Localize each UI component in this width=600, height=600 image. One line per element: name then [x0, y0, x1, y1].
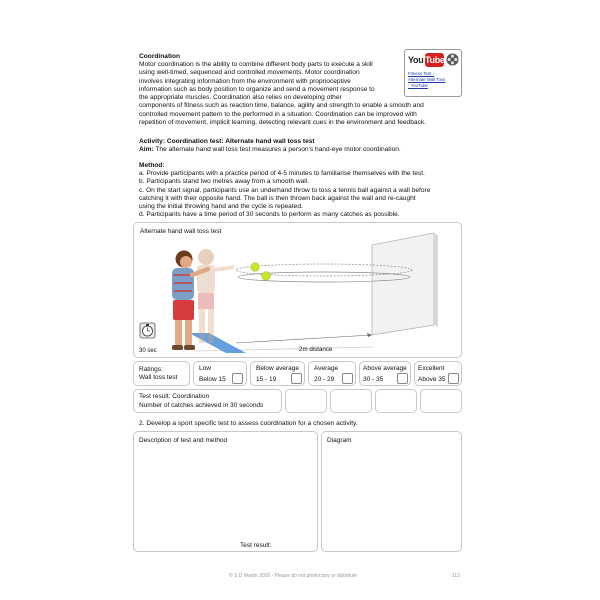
rating-name: Low — [199, 365, 211, 372]
rating-checkbox-above-average[interactable] — [397, 373, 408, 384]
illustration-caption: Alternate hand wall toss test — [140, 228, 222, 235]
youtube-logo: You Tube — [408, 55, 445, 65]
ratings-label-cell — [133, 361, 190, 386]
stopwatch-icon — [140, 323, 155, 338]
rating-checkbox-excellent[interactable] — [448, 373, 459, 384]
wall-edge — [434, 233, 438, 327]
method-list — [139, 170, 469, 220]
rating-name: Above average — [363, 365, 407, 372]
tennis-ball-1 — [251, 263, 260, 272]
youtube-link[interactable]: Fitness Test - Alternate Wall Toss - YouTube — [408, 71, 446, 88]
intro-line: using well-timed, sequenced and controlled movements. Motor coordination — [139, 69, 360, 77]
rating-name: Excellent — [418, 365, 445, 372]
rating-cell-low — [193, 361, 247, 386]
footer-copyright: © S D Martin 2026 - Please do not photocopy or distribute — [229, 573, 358, 579]
description-answer-box[interactable] — [133, 431, 318, 552]
child-figure-ghost — [197, 249, 234, 343]
ratings-label: Ratings: — [139, 366, 163, 373]
distance-arrowhead — [367, 333, 372, 337]
rating-checkbox-low[interactable] — [232, 373, 243, 384]
intro-line: repetition of movement, implicit learning, detecting relevant cues in the environment and feedback. — [139, 119, 426, 127]
wall-toss-illustration — [134, 223, 461, 357]
rating-range: 20 - 29 — [314, 376, 335, 383]
rating-name: Average — [314, 365, 339, 372]
test-result-title: Test result: Coordination — [139, 393, 210, 400]
aim-text: The alternate hand wall toss test measures a person's hand-eye motor coordination. — [155, 146, 401, 153]
test-result-label-cell — [133, 389, 282, 413]
intro-line: information such as body position to organize and send a movement response to — [139, 85, 375, 93]
task-prompt: 2. Develop a sport specific test to assess coordination for a chosen activity. — [139, 420, 358, 427]
ratings-test-name: Wall toss test — [139, 374, 178, 381]
tennis-ball-2 — [262, 272, 271, 281]
activity-aim — [139, 146, 469, 154]
aim-label: Aim: — [139, 146, 154, 153]
rating-cell-excellent — [414, 361, 462, 386]
intro-line: the appropriate muscles. Coordination also relies on developing other — [139, 94, 342, 102]
rating-range: Above 35 — [418, 376, 446, 383]
distance-label: 2m distance — [299, 346, 333, 353]
illustration-panel — [133, 222, 462, 358]
rating-cell-below-average — [250, 361, 305, 386]
result-input-box[interactable] — [375, 389, 417, 413]
method-line: using the initial throwing hand and the cycle is repeated. — [139, 203, 303, 211]
method-heading: Method: — [139, 162, 165, 169]
result-input-box[interactable] — [285, 389, 327, 413]
result-input-box[interactable] — [420, 389, 462, 413]
page-number: 112 — [452, 573, 460, 579]
timer-label: 30 sec — [139, 348, 157, 354]
film-reel-icon — [446, 53, 459, 66]
method-line: c. On the start signal, participants use an underhand throw to toss a tennis ball against a wall before — [139, 186, 431, 194]
intro-line: involves integrating information from the environment with proprioceptive — [139, 77, 351, 85]
rating-range: 15 - 19 — [256, 376, 277, 383]
test-result-field-label: Test result: — [240, 542, 272, 549]
method-line: b. Participants stand two metres away from a smooth wall. — [139, 178, 310, 186]
rating-cell-above-average — [359, 361, 411, 386]
youtube-video-card[interactable] — [404, 49, 462, 97]
rating-name: Below average — [256, 365, 299, 372]
intro-line: controlled movement pattern to the performed in a situation. Coordination can be improved with — [139, 110, 417, 118]
distance-arrow — [236, 335, 372, 343]
rating-checkbox-below-average[interactable] — [291, 373, 302, 384]
diagram-heading: Diagram — [327, 437, 352, 444]
diagram-answer-box[interactable] — [321, 431, 462, 552]
wall — [372, 233, 434, 335]
activity-title: Activity: Coordination test: Alternate hand wall toss test — [139, 138, 315, 145]
rating-range: 30 - 35 — [363, 376, 384, 383]
intro-line: Motor coordination is the ability to combine different body parts to execute a skill — [139, 61, 373, 68]
rating-cell-average — [308, 361, 356, 386]
intro-line: components of fitness such as reaction time, balance, agility and strength to enable a smooth and — [139, 102, 424, 110]
method-line: catching it with their opposite hand. The ball is then thrown back against the wall and re-caught — [139, 194, 416, 202]
rating-checkbox-average[interactable] — [342, 373, 353, 384]
description-heading: Description of test and method — [139, 437, 228, 444]
result-input-box[interactable] — [330, 389, 372, 413]
method-line: d. Participants have a time period of 30 seconds to perform as many catches as possible. — [139, 211, 400, 219]
section-heading: Coordination — [139, 53, 181, 60]
test-result-description: Number of catches achieved in 30 seconds — [139, 402, 264, 409]
rating-range: Below 15 — [199, 376, 226, 383]
method-line: a. Provide participants with a practice period of 4-5 minutes to familiarise themselves with the test. — [139, 170, 425, 177]
